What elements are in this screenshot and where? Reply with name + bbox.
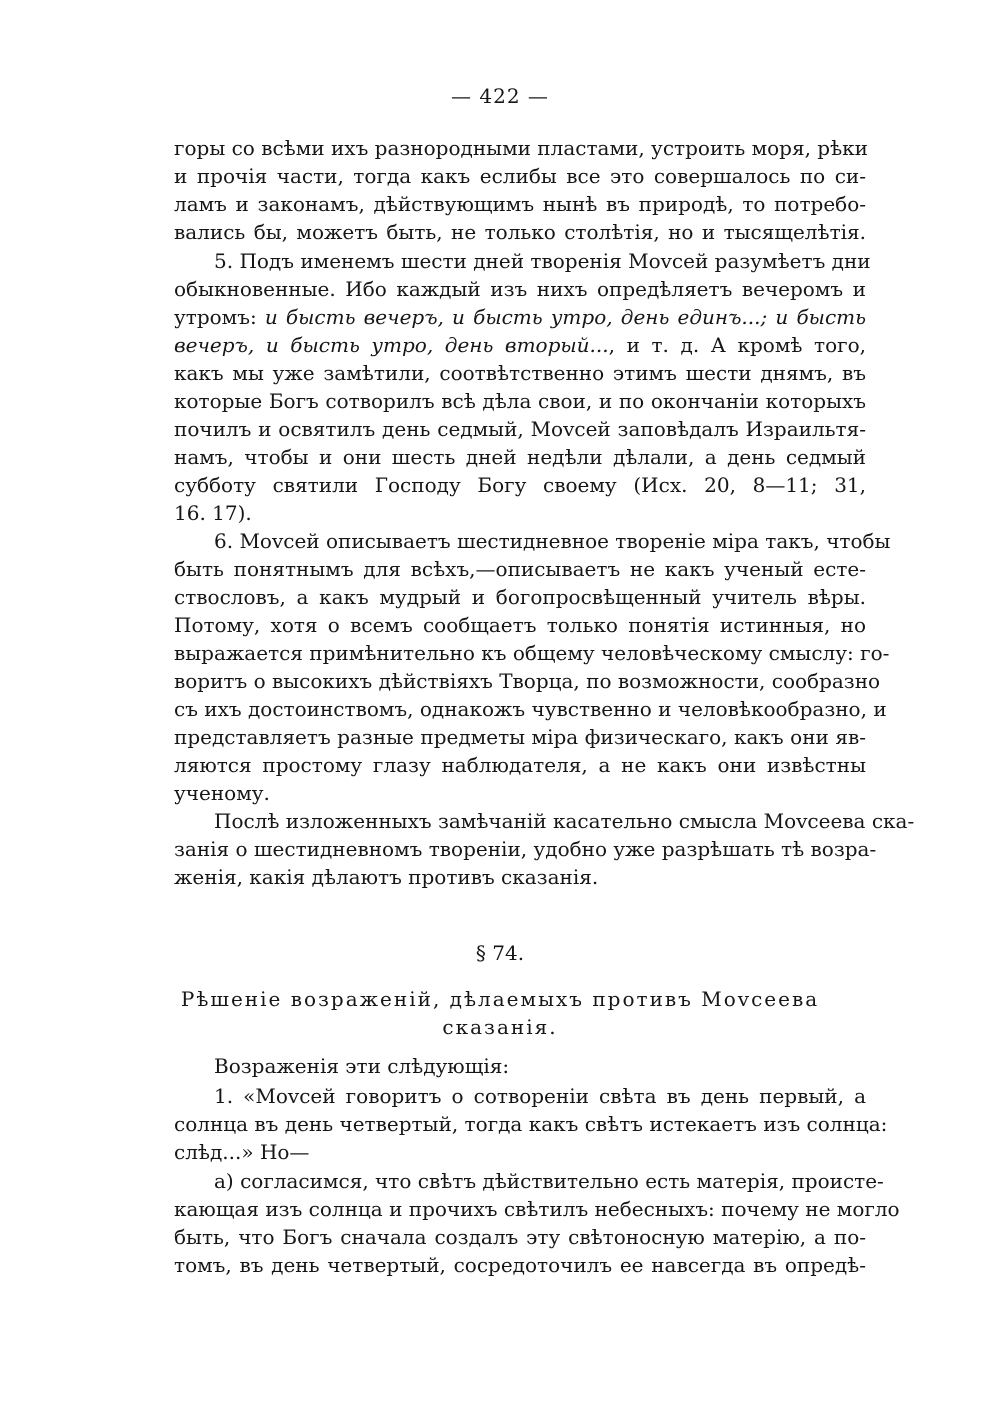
answer-a-line: быть, что Богъ сначала создалъ эту свѣтоносную матерію, а по- (174, 1225, 866, 1249)
paragraph-6-line: ученому. (174, 781, 270, 805)
paragraph-5-line: субботу святили Господу Богу своему (Исх. 20, 8—11; 31, (174, 473, 866, 497)
paragraph-6-line: воритъ о высокихъ дѣйствіяхъ Творца, по возможности, сообразно (174, 669, 881, 693)
objection-1-line: слѣд...» Но— (174, 1140, 310, 1164)
objections-intro: Возраженія эти слѣдующія: (214, 1054, 510, 1078)
closing-paragraph-line: занія о шестидневномъ твореніи, удобно уже разрѣшать тѣ возра- (174, 837, 877, 861)
page-number: — 422 — (451, 84, 549, 108)
paragraph-6-line: представляетъ разные предметы міра физическаго, какъ они яв- (174, 725, 866, 749)
objection-1-line: солнца въ день четвертый, тогда какъ свѣтъ истекаетъ изъ солнца: (174, 1112, 888, 1136)
closing-paragraph-line: Послѣ изложенныхъ замѣчаній касательно смысла Моvсеева ска- (214, 809, 915, 833)
answer-a-line: а) согласимся, что свѣтъ дѣйствительно есть матерія, происте- (214, 1169, 884, 1193)
text-line: ламъ и законамъ, дѣйствующимъ нынѣ въ природѣ, то потребо- (174, 192, 866, 216)
paragraph-6-line: ляются простому глазу наблюдателя, а не какъ они извѣстны (174, 753, 866, 777)
paragraph-5-line: обыкновенные. Ибо каждый изъ нихъ опредѣляетъ вечеромъ и (174, 277, 866, 301)
paragraph-5-line: вечеръ, и бысть утро, день вторый..., и т. д. А кромѣ того, (174, 333, 867, 357)
paragraph-5-line: 16. 17). (174, 501, 252, 525)
paragraph-5-line: 5. Подъ именемъ шести дней творенія Моvсей разумѣетъ дни (214, 249, 871, 273)
paragraph-5-line: которые Богъ сотворилъ всѣ дѣла свои, и по окончаніи которыхъ (174, 389, 866, 413)
objection-1-line: 1. «Моvсей говоритъ о сотвореніи свѣта въ день первый, а (214, 1084, 866, 1108)
section-title-line: Рѣшеніе возраженій, дѣлаемыхъ противъ Моvсеева (180, 987, 820, 1011)
text-line: горы со всѣми ихъ разнородными пластами, устроить моря, рѣки (174, 136, 869, 160)
paragraph-6-line: быть понятнымъ для всѣхъ,—описываетъ не какъ ученый есте- (174, 557, 866, 581)
section-number: § 74. (475, 941, 525, 965)
paragraph-6-line: съ ихъ достоинствомъ, однакожъ чувственно и человѣкообразно, и (174, 697, 887, 721)
paragraph-5-line: утромъ: и бысть вечеръ, и бысть утро, день единъ...; и бысть (174, 305, 866, 329)
answer-a-line: кающая изъ солнца и прочихъ свѣтилъ небесныхъ: почему не могло (174, 1197, 900, 1221)
answer-a-line: томъ, въ день четвертый, сосредоточилъ ее навсегда въ опредѣ- (174, 1253, 866, 1277)
closing-paragraph-line: женія, какія дѣлаютъ противъ сказанія. (174, 865, 599, 889)
section-title-line: сказанія. (442, 1015, 558, 1039)
paragraph-5-line: какъ мы уже замѣтили, соотвѣтственно этимъ шести днямъ, въ (174, 361, 866, 385)
paragraph-6-line: ствословъ, а какъ мудрый и богопросвѣщенный учитель вѣры. (174, 585, 866, 609)
text-line: и прочія части, тогда какъ еслибы все это совершалось по си- (174, 164, 866, 188)
paragraph-5-line: почилъ и освятилъ день седмый, Моvсей заповѣдалъ Израильтя- (174, 417, 866, 441)
paragraph-6-line: 6. Моvсей описываетъ шестидневное твореніе міра такъ, чтобы (214, 529, 891, 553)
paragraph-6-line: Потому, хотя о всемъ сообщаетъ только понятія истинныя, но (174, 613, 866, 637)
paragraph-6-line: выражается примѣнительно къ общему человѣческому смыслу: го- (174, 641, 890, 665)
text-line: вались бы, можетъ быть, не только столѣтія, но и тысящелѣтія. (174, 220, 866, 244)
paragraph-5-line: намъ, чтобы и они шесть дней недѣли дѣлали, а день седмый (174, 445, 866, 469)
